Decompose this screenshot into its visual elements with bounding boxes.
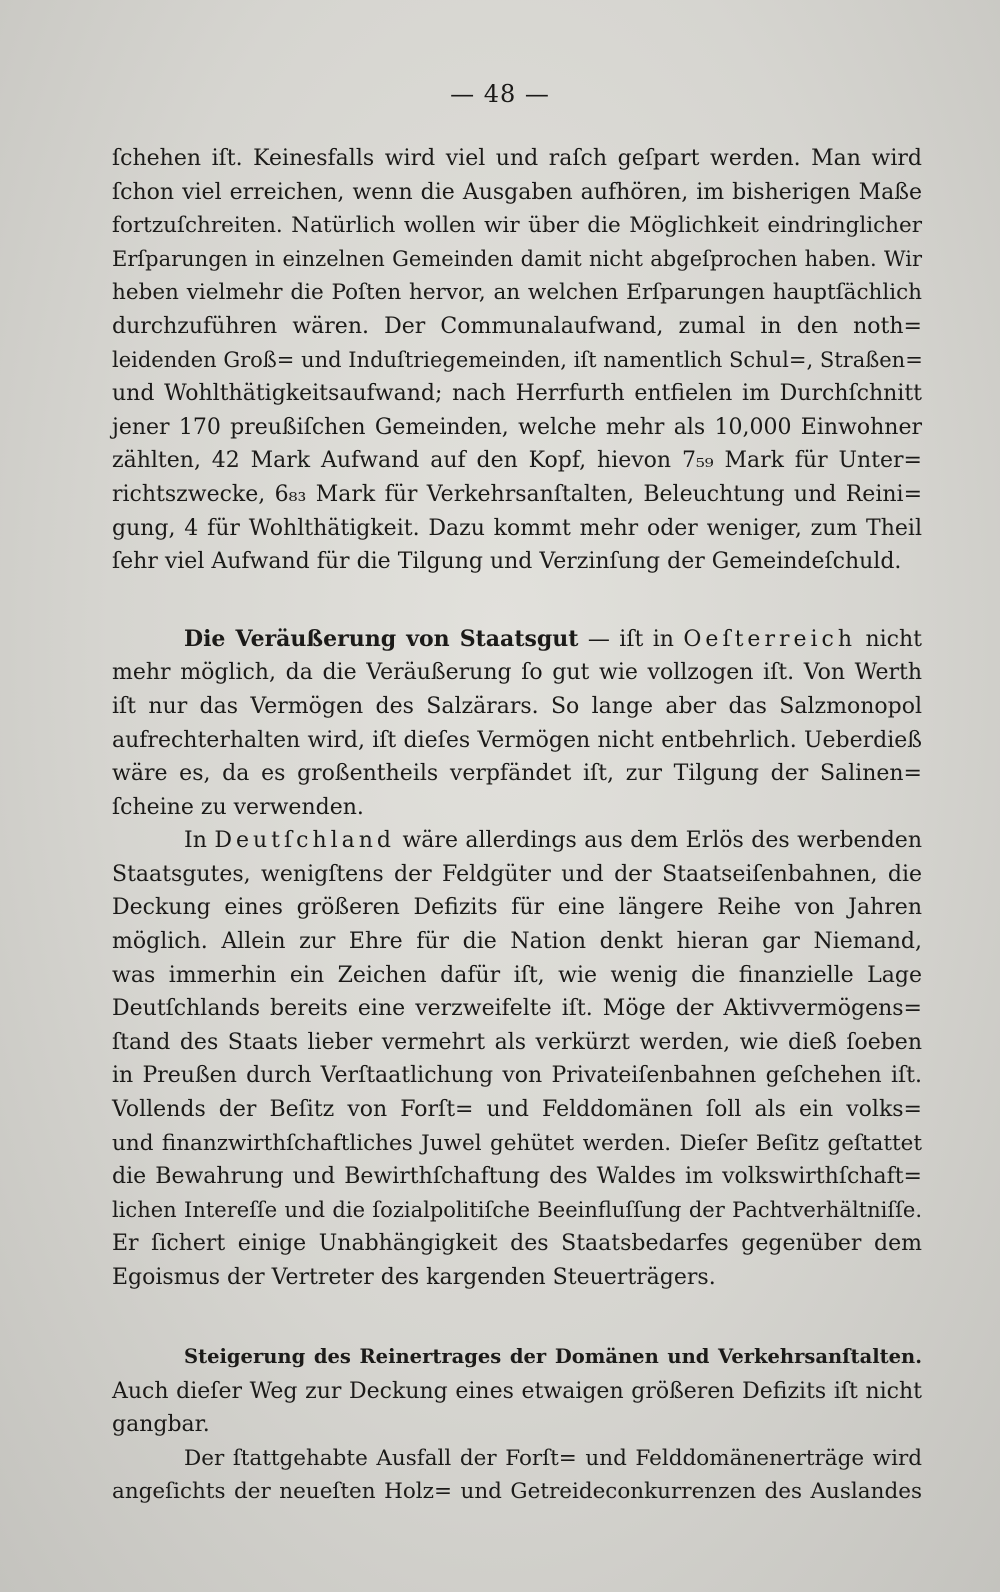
paragraph-domain-revenue (112, 1442, 922, 1509)
section-heading: Steigerung des Reinertrages der Domänen und Verkehrsanſtalten. (184, 1344, 922, 1368)
text-line: durchzuführen wären. Der Communalaufwand, zumal in den noth= (112, 313, 922, 339)
text-line: ſcheine zu verwenden. (112, 794, 364, 820)
text-line: die Bewahrung und Bewirthſchaftung des Waldes im volkswirthſchaft= (112, 1164, 922, 1190)
country-name: Oeſterreich (683, 626, 857, 652)
text-line: Deckung eines größeren Defizits für eine längere Reihe von Jahren (112, 895, 922, 921)
line-rest: wäre allerdings aus dem Erlös des werbenden (395, 828, 922, 854)
text-line: Vollends der Beſitz von Forſt= und Felddomänen ſoll als ein volks= (112, 1097, 922, 1123)
text-line: Er ſichert einige Unabhängigkeit des Staatsbedarfes gegenüber dem (112, 1231, 922, 1257)
text-line: gangbar. (112, 1412, 210, 1438)
text-line: ſehr viel Aufwand für die Tilgung und Verzinſung der Gemeindeſchuld. (112, 549, 902, 575)
paragraph-germany (112, 824, 922, 1294)
text-line: Staatsgutes, wenigſtens der Feldgüter und der Staatseiſenbahnen, die (112, 861, 922, 887)
text-line: aufrechterhalten wird, iſt dieſes Vermögen nicht entbehrlich. Ueberdieß (112, 727, 922, 753)
text-line: in Preußen durch Verſtaatlichung von Privateiſenbahnen geſchehen iſt. (112, 1063, 922, 1089)
text-line: fortzuſchreiten. Natürlich wollen wir über die Möglichkeit eindringlicher (112, 213, 922, 239)
line-prefix: In (184, 828, 215, 854)
text-line: lichen Intereſſe und die ſozialpolitiſche Beeinfluſſung der Pachtverhältniſſe. (112, 1197, 922, 1222)
text-line: heben vielmehr die Poſten hervor, an welchen Erſparungen hauptſächlich (112, 280, 922, 306)
text-line: wäre es, da es großentheils verpfändet iſt, zur Tilgung der Salinen= (112, 761, 922, 787)
text-line: Der ſtattgehabte Ausfall der Forſt= und Felddomänenerträge wird (184, 1445, 922, 1471)
text-line: zählten, 42 Mark Aufwand auf den Kopf, hievon 7₅₉ Mark für Unter= (112, 448, 922, 474)
text-line: jener 170 preußiſchen Gemeinden, welche mehr als 10,000 Einwohner (112, 414, 922, 440)
section-heading: Die Veräußerung von Staatsgut (184, 625, 579, 652)
page-number: — 48 — (450, 80, 550, 108)
text-line: und finanzwirthſchaftliches Juwel gehütet werden. Dieſer Beſitz geſtattet (112, 1130, 922, 1156)
text-line: Erſparungen in einzelnen Gemeinden damit nicht abgeſprochen haben. Wir (112, 246, 922, 271)
text-line: angeſichts der neueſten Holz= und Getreideconkurrenzen des Auslandes (112, 1479, 922, 1505)
text-line: möglich. Allein zur Ehre für die Nation denkt hieran gar Niemand, (112, 929, 922, 955)
section-revenue-increase (112, 1339, 922, 1442)
section-heading-line (112, 623, 922, 657)
text-line: leidenden Groß= und Induſtriegemeinden, iſt namentlich Schul=, Straßen= (112, 347, 923, 372)
text-line: ſchon viel erreichen, wenn die Ausgaben aufhören, im bisherigen Maße (112, 179, 922, 205)
text-line: Egoismus der Vertreter des kargenden Steuerträgers. (112, 1265, 716, 1290)
body-text (112, 142, 922, 1509)
text-line: ſchehen iſt. Keinesfalls wird viel und raſch geſpart werden. Man wird (112, 146, 922, 171)
text-line: richtszwecke, 6₈₃ Mark für Verkehrsanſtalten, Beleuchtung und Reini= (112, 481, 922, 507)
text-line: Auch dieſer Weg zur Deckung eines etwaigen größeren Defizits iſt nicht (112, 1378, 922, 1404)
text-line: ſtand des Staats lieber vermehrt als verkürzt werden, wie dieß ſoeben (112, 1029, 922, 1055)
heading-tail: nicht (856, 626, 923, 652)
text-line: iſt nur das Vermögen des Salzärars. So lange aber das Salzmonopol (112, 693, 922, 719)
text-line: Deutſchlands bereits eine verzweifelte iſt. Möge der Aktivvermögens= (112, 996, 922, 1022)
text-line: gung, 4 für Wohlthätigkeit. Dazu kommt mehr oder weniger, zum Theil (112, 515, 922, 541)
section-state-property-sale (112, 623, 922, 825)
country-name: Deutſchland (214, 828, 396, 854)
text-line: und Wohlthätigkeitsaufwand; nach Herrfurth entfielen im Durchſchnitt (112, 381, 922, 407)
paragraph-communal-expenses (112, 142, 922, 579)
text-line: mehr möglich, da die Veräußerung ſo gut wie vollzogen iſt. Von Werth (112, 660, 922, 686)
text-line: was immerhin ein Zeichen dafür iſt, wie wenig die finanzielle Lage (112, 962, 922, 988)
heading-continuation: — iſt in (578, 626, 684, 652)
text-line (112, 824, 922, 858)
